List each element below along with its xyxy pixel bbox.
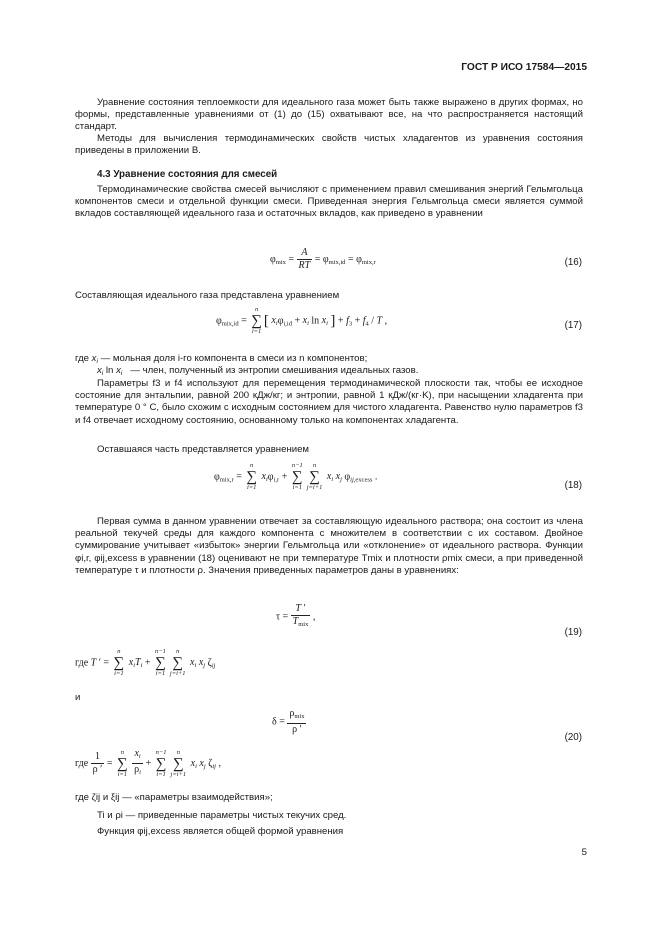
where-label: где	[75, 657, 89, 669]
where-xilnxi: $x_i$ $\ln x_i$ — член, полученный из энтропии смешивания идеальных газов.	[97, 365, 419, 377]
equation-number-16: (16)	[564, 257, 582, 268]
equation-20-where: где $\frac{1}{\rho '}$ = n ∑ i=1 $\frac{x_i}{\rho_i}$ + n−1 ∑ i=1 n ∑ j=i+1 $x_i$ $x_j$ $\zeta_{ij}$ ,	[75, 748, 221, 778]
paragraph-7: Первая сумма в данном уравнении отвечает за составляющую идеального раствора; она состоит из члена реальной текучей среды для каждого компонента с множителем в соответствии с их составом. Двойное суммирование учитывает «избыток» энергии Гельмгольца или «отклонение» от идеального раствора. Функции φi,r, φij,excess в уравнении (18) оценивают не при температуре Tmix и плотности ρmix смеси, а при приведенной температуре τ и плотности ρ. Значения приведенных параметров даны в уравнениях:	[75, 516, 583, 576]
equation-17: $\varphi_{mix,id}$ = n ∑ i=1 [ $x_i\varphi_{i,id} + x_i$ $\ln x_i$ ] + $f_3 + f_4 / T$ ,	[216, 306, 388, 335]
equation-20: δ = $\frac{\rho_{mix}}{\rho '}$	[272, 708, 305, 736]
paragraph-1: Уравнение состояния теплоемкости для идеального газа может быть также выражено в других формах, но формы, представленные уравнениями от (1) до (15) охватывают все, на что распространяется настоящий стандарт.	[75, 97, 583, 133]
where-zeta: где ζij и ξij — «параметры взаимодействия»;	[75, 792, 273, 803]
paragraph-4: Составляющая идеального газа представлена уравнением	[75, 290, 340, 301]
equation-18: $\varphi_{mix,r}$ = n ∑ i=1 $x_i\varphi_{i,r}$ + n−1 ∑ i=1 n ∑ j=i+1 $x_i$ $x_j$ $\varphi_{ij,excess}$ .	[214, 462, 378, 491]
equation-number-20: (20)	[564, 732, 582, 743]
paragraph-6: Оставшаяся часть представляется уравнением	[97, 444, 310, 455]
section-title: 4.3 Уравнение состояния для смесей	[97, 169, 278, 180]
equation-16: $\varphi_{mix}$ = $\frac{A}{RT}$ = $\varphi_{mix,id} = \varphi_{mix,r}$	[270, 247, 376, 272]
page-number: 5	[581, 847, 587, 858]
where-xi-text: — мольная доля i-го компонента в смеси из n компонентов;	[100, 353, 368, 364]
where-label-2: где	[75, 758, 89, 769]
where-xilnxi-text: — член, полученный из энтропии смешивания идеальных газов.	[130, 365, 419, 376]
where-Ti: Ti и ρi — приведенные параметры чистых текучих сред.	[97, 810, 347, 821]
paragraph-5: Параметры f3 и f4 используют для перемещения термодинамической плоскости так, чтобы ее исходное состояние для энтальпии, равной 200 кДж/кг; и энтропии, равной 1 кДж/(кг·K), при насыщении хладагента при температуре 0 ° C, было схожим с исходным состоянием для чистого хладагента. Равенство нулю параметров f3 и f4 отвечает исходному состоянию, основанному только на компонентах хладагента.	[75, 378, 583, 426]
document-header: ГОСТ Р ИСО 17584—2015	[461, 62, 587, 73]
and-label: и	[75, 692, 81, 703]
equation-19-where: где T ′ = n ∑ i=1 $x_iT_i$ + n−1 ∑ i=1 n ∑ j=i+1 $x_i$ $x_j$ $\zeta_{ij}$	[75, 648, 216, 677]
equation-number-19: (19)	[564, 627, 582, 638]
paragraph-3: Термодинамические свойства смесей вычисляют с применением правил смешивания энергий Гельмгольца компонентов смеси и отдельной функции смеси. Приведенная энергия Гельмгольца смеси является суммой вкладов составляющей идеального газа и остаточных вкладов, как приведено в уравнении	[75, 184, 583, 220]
equation-number-18: (18)	[564, 480, 582, 491]
paragraph-2: Методы для вычисления термодинамических свойств чистых хладагентов из уравнения состояния приведены в приложении В.	[75, 133, 583, 157]
paragraph-8: Функция φij,excess является общей формой уравнения	[97, 826, 344, 837]
equation-number-17: (17)	[564, 320, 582, 331]
where-xi: где $x_i$ — мольная доля i-го компонента в смеси из n компонентов;	[75, 353, 368, 365]
equation-19: τ = $\frac{T '}{T_{mix}}$ ,	[276, 603, 316, 629]
